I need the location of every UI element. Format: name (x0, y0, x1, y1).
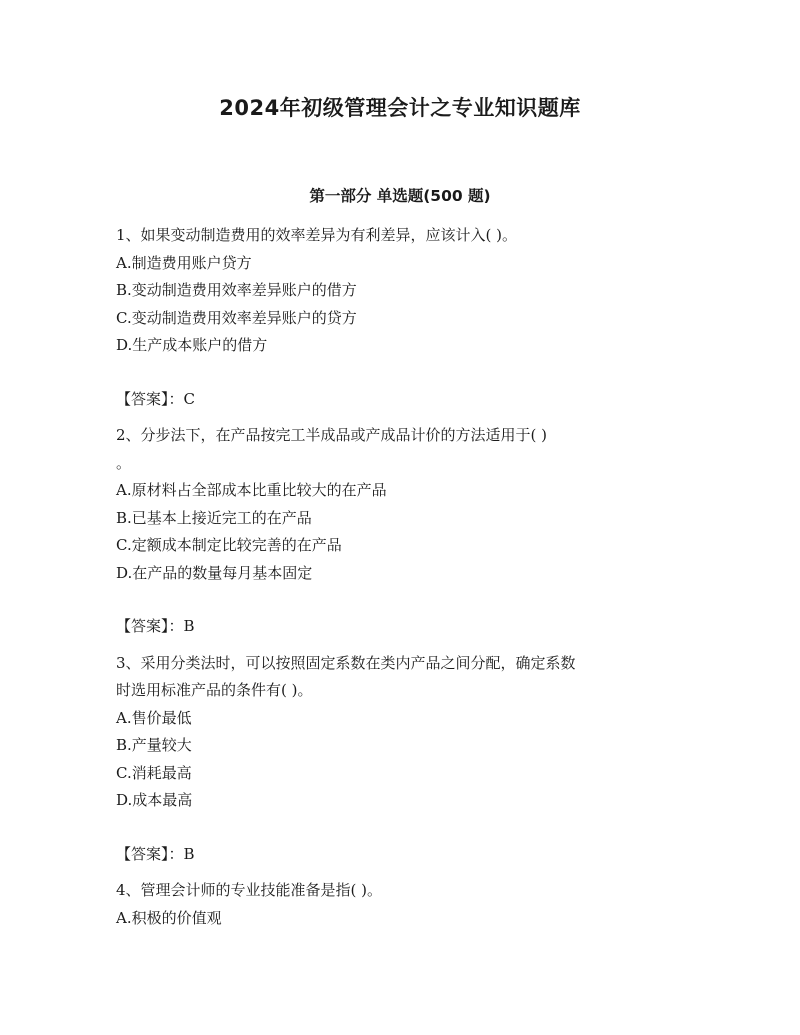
question-stem-continued: 。 (116, 453, 132, 472)
question-3 (116, 650, 686, 869)
question-stem: 3、采用分类法时，可以按照固定系数在类内产品之间分配，确定系数 (116, 653, 576, 672)
option-d: D.成本最高 (116, 791, 193, 809)
option-a: A.售价最低 (116, 708, 192, 727)
document-title: 2024年初级管理会计之专业知识题库 (219, 96, 581, 120)
option-a: A.制造费用账户贷方 (116, 253, 252, 272)
option-c: C.变动制造费用效率差异账户的贷方 (116, 308, 357, 327)
option-d: D.生产成本账户的借方 (116, 336, 268, 354)
answer-line: 【答案】：C (116, 389, 195, 408)
section-title: 第一部分 单选题(500 题) (309, 187, 491, 205)
answer-line: 【答案】：B (116, 617, 195, 635)
question-stem: 4、管理会计师的专业技能准备是指( )。 (116, 881, 383, 899)
option-b: B.已基本上接近完工的在产品 (116, 508, 312, 527)
question-2 (116, 422, 686, 641)
question-stem-continued: 时选用标准产品的条件有( )。 (116, 681, 313, 699)
option-a: A.积极的价值观 (116, 908, 222, 927)
option-c: C.定额成本制定比较完善的在产品 (116, 536, 342, 554)
option-d: D.在产品的数量每月基本固定 (116, 563, 313, 582)
option-b: B.产量较大 (116, 736, 192, 754)
answer-line: 【答案】：B (116, 844, 195, 863)
question-4 (116, 877, 686, 932)
option-b: B.变动制造费用效率差异账户的借方 (116, 281, 357, 299)
question-1 (116, 222, 686, 413)
option-c: C.消耗最高 (116, 763, 192, 782)
question-stem: 1、如果变动制造费用的效率差异为有利差异，应该计入( )。 (116, 226, 518, 244)
question-stem: 2、分步法下，在产品按完工半成品或产成品计价的方法适用于( ) (116, 426, 548, 444)
option-a: A.原材料占全部成本比重比较大的在产品 (116, 481, 387, 499)
question-list (116, 222, 686, 932)
